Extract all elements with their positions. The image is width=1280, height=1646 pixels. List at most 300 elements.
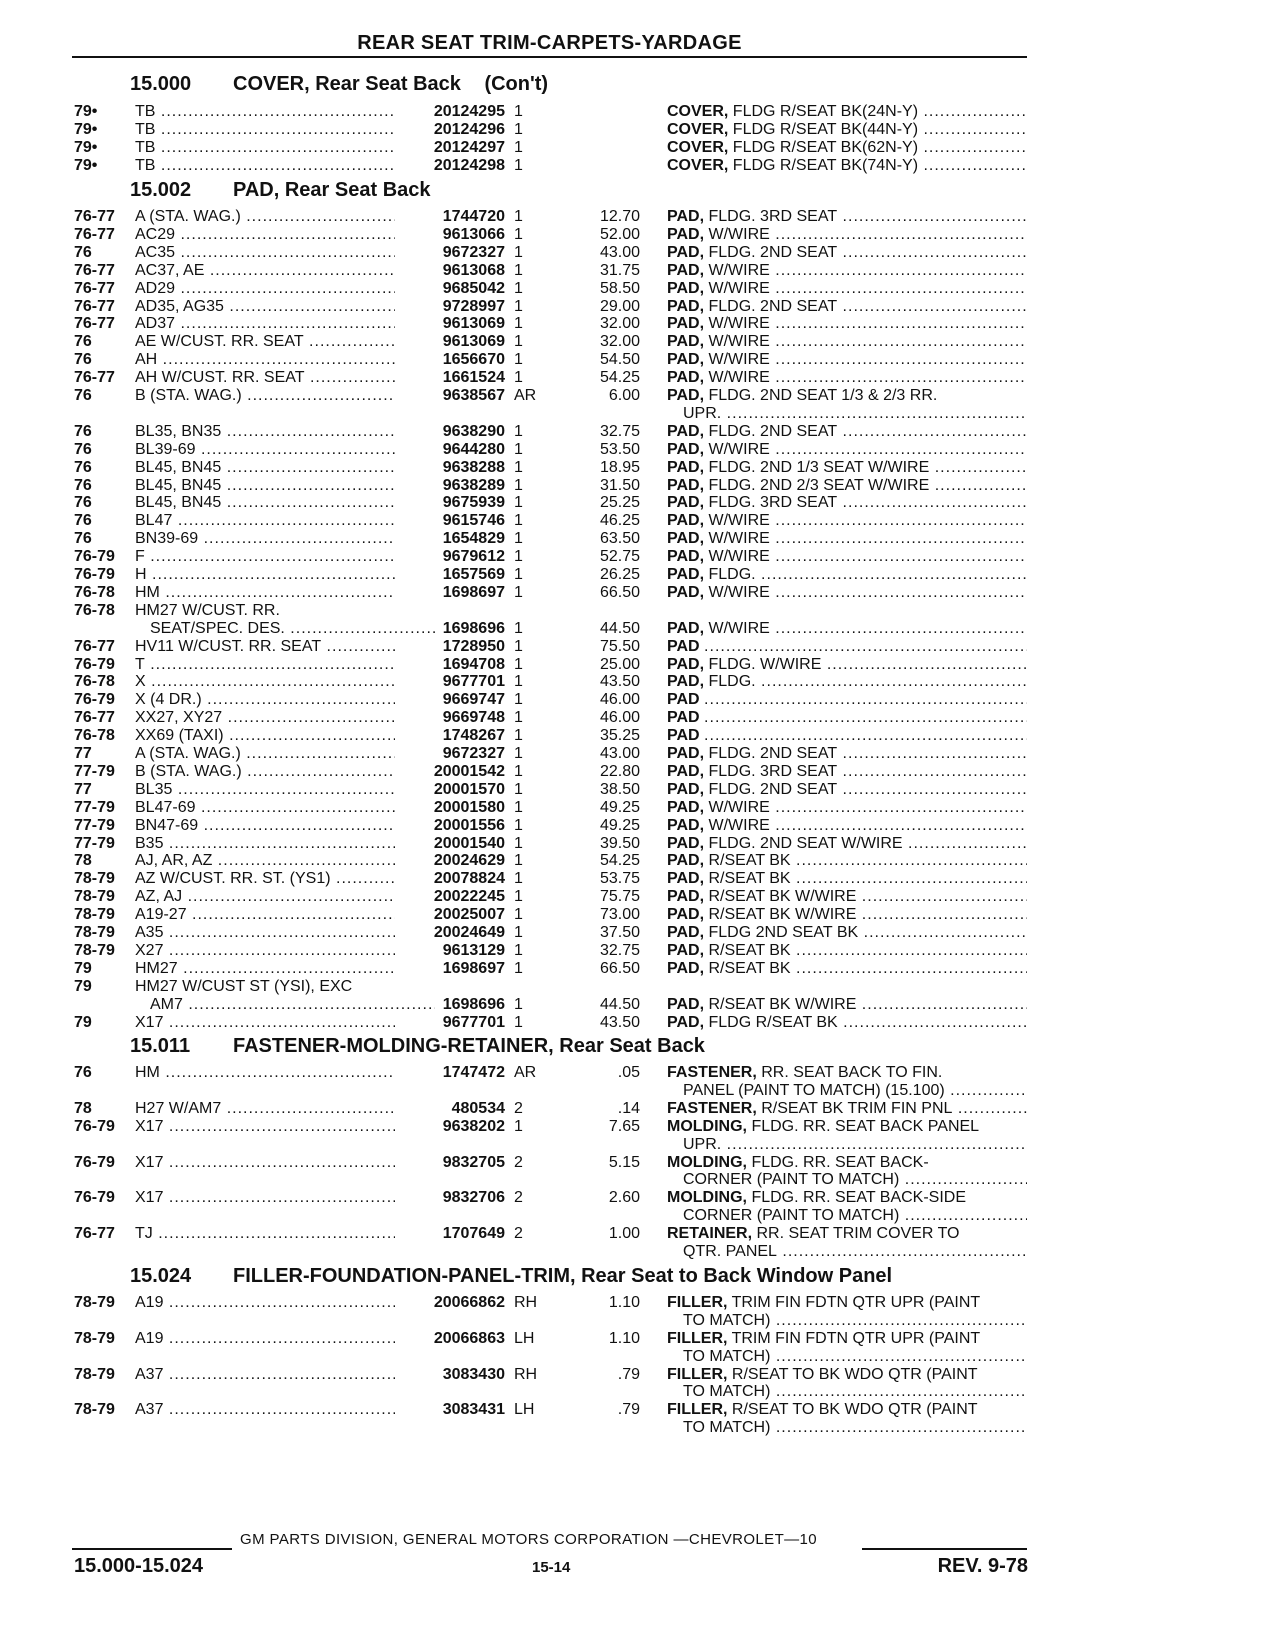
quantity: 1	[514, 351, 523, 369]
description-type: PAD,	[667, 924, 705, 941]
part-number: 1744720	[395, 207, 505, 226]
price: 1.10	[608, 1329, 640, 1347]
description-type: PAD,	[667, 476, 705, 494]
model-code: BL47 .....	[135, 511, 435, 530]
model-code: AD35, AG35 .....	[135, 297, 435, 316]
quantity: 1	[514, 440, 523, 458]
description-type: PAD,	[667, 279, 705, 297]
part-number: 9672327	[395, 243, 505, 262]
part-number: 9615746	[395, 511, 505, 530]
description-type: FILLER,	[667, 1401, 728, 1419]
price: 37.50	[599, 924, 640, 941]
model-year: 76-77	[74, 1225, 115, 1243]
quantity: LH	[514, 1329, 535, 1347]
model-code: TB .....	[135, 102, 435, 121]
description	[667, 565, 1027, 584]
price: 6.00	[608, 387, 640, 404]
table-row	[0, 102, 1280, 121]
description-type: PAD,	[667, 745, 705, 762]
model-year: 77-79	[74, 762, 115, 780]
model-code: BL39-69 .....	[135, 440, 435, 459]
footer-page-number: 15-14	[532, 1559, 571, 1576]
quantity: 2	[514, 1225, 523, 1243]
price: .79	[617, 1401, 640, 1419]
description-text: R/SEAT BK W/WIRE	[704, 906, 857, 924]
model-year: 76	[74, 530, 92, 548]
quantity: 1	[514, 798, 523, 816]
section-suffix: (Con't)	[478, 73, 549, 95]
part-number: 20001540	[395, 834, 505, 853]
model-year: 77-79	[74, 816, 115, 834]
part-number: 1657569	[395, 565, 505, 584]
description	[667, 637, 1027, 656]
price: 49.25	[599, 798, 640, 816]
price: 46.25	[599, 512, 640, 530]
model-code: AE W/CUST. RR. SEAT .....	[135, 332, 435, 351]
model-year: 78-79	[74, 941, 115, 959]
section-title: FILLER-FOUNDATION-PANEL-TRIM, Rear Seat to Back Window Panel	[233, 1265, 893, 1287]
table-row	[0, 279, 1280, 298]
header-rule	[72, 56, 1027, 58]
price: 32.00	[599, 315, 640, 333]
description-text	[700, 709, 704, 726]
price: 5.15	[608, 1153, 640, 1171]
description-type: PAD,	[667, 816, 705, 834]
model-code-continued: AM7 .....	[150, 995, 435, 1014]
description-text: R/SEAT TO BK WDO QTR (PAINT	[727, 1401, 978, 1419]
price: 46.00	[599, 691, 640, 709]
model-code: X (4 DR.) .....	[135, 690, 435, 709]
table-row	[0, 601, 1280, 637]
description-text: W/WIRE	[704, 351, 770, 369]
model-code: A19 .....	[135, 1293, 435, 1312]
table-row	[0, 816, 1280, 835]
model-code: AJ, AR, AZ .....	[135, 851, 435, 870]
description	[667, 314, 1027, 333]
description	[667, 851, 1027, 870]
description	[667, 1400, 1027, 1419]
quantity: 1	[514, 780, 523, 798]
description	[667, 368, 1027, 387]
model-code: A19-27 .....	[135, 905, 435, 924]
table-row	[0, 565, 1280, 584]
table-row	[0, 225, 1280, 244]
model-year: 76-77	[74, 225, 115, 243]
description	[667, 798, 1027, 817]
price: 46.00	[599, 709, 640, 727]
part-number: 1707649	[395, 1224, 505, 1243]
model-code: HM .....	[135, 1063, 435, 1082]
part-number: 9832706	[395, 1188, 505, 1207]
description-text: R/SEAT BK	[704, 852, 791, 870]
table-row	[0, 655, 1280, 674]
part-number: 20124296	[395, 120, 505, 139]
part-number: 9613129	[395, 941, 505, 960]
part-number: 480534	[395, 1099, 505, 1118]
description	[667, 672, 1027, 691]
table-row	[0, 138, 1280, 157]
model-year: 76-77	[74, 709, 115, 727]
description-type: COVER,	[667, 156, 729, 174]
table-row	[0, 261, 1280, 280]
description-type: PAD,	[667, 619, 705, 637]
table-row	[0, 476, 1280, 495]
part-number: 9613068	[395, 261, 505, 280]
description	[667, 529, 1027, 548]
table-row	[0, 1224, 1280, 1260]
footer-rule-left	[72, 1548, 232, 1550]
description-text: FLDG. 2ND SEAT	[704, 243, 838, 261]
price: 22.80	[599, 762, 640, 780]
part-number: 20024629	[395, 851, 505, 870]
part-number: 1728950	[395, 637, 505, 656]
description-text: W/WIRE	[704, 369, 770, 387]
model-code: AD37 .....	[135, 314, 435, 333]
model-year: 76-77	[74, 315, 115, 333]
description-continued: TO MATCH) .....	[683, 1382, 1027, 1401]
model-code: BL35 .....	[135, 780, 435, 799]
model-year: 76	[74, 512, 92, 530]
description	[667, 458, 1027, 477]
section-title: COVER, Rear Seat Back	[233, 73, 461, 95]
description-type: PAD,	[667, 959, 705, 977]
description-text: W/WIRE	[704, 798, 770, 816]
quantity: AR	[514, 387, 537, 404]
price: 53.75	[599, 870, 640, 888]
description-text: TRIM FIN FDTN QTR UPR (PAINT	[727, 1294, 981, 1311]
quantity: RH	[514, 1294, 538, 1311]
description	[667, 225, 1027, 244]
model-year: 76	[74, 387, 92, 404]
model-year: 79•	[74, 103, 98, 120]
description-continued: TO MATCH) .....	[683, 1311, 1027, 1330]
part-number: 9677701	[395, 672, 505, 691]
description	[667, 834, 1027, 853]
quantity: 1	[514, 1117, 523, 1135]
model-code: X17 .....	[135, 1188, 435, 1207]
price: 32.00	[599, 333, 640, 351]
table-row	[0, 726, 1280, 745]
model-year: 76-79	[74, 691, 115, 709]
model-code: H27 W/AM7 .....	[135, 1099, 435, 1118]
description	[667, 941, 1027, 960]
part-number: 9685042	[395, 279, 505, 298]
table-row	[0, 120, 1280, 139]
description-type: PAD	[667, 691, 700, 709]
quantity: 1	[514, 156, 523, 174]
table-row	[0, 511, 1280, 530]
model-code: BL45, BN45 .....	[135, 476, 435, 495]
price: 38.50	[599, 780, 640, 798]
description	[667, 690, 1027, 709]
part-number: 9638288	[395, 458, 505, 477]
quantity: 1	[514, 691, 523, 709]
description-type: PAD,	[667, 315, 705, 333]
table-row	[0, 440, 1280, 459]
quantity: 2	[514, 1099, 523, 1117]
model-year: 76	[74, 422, 92, 440]
quantity: 1	[514, 494, 523, 512]
model-code: X17 .....	[135, 1013, 435, 1032]
description	[667, 780, 1027, 799]
description-type: PAD,	[667, 243, 705, 261]
description-text: R/SEAT BK	[704, 941, 791, 959]
quantity: 1	[514, 120, 523, 138]
model-year: 78-79	[74, 1401, 115, 1419]
part-number: 20001570	[395, 780, 505, 799]
model-code: AD29 .....	[135, 279, 435, 298]
model-code: HV11 W/CUST. RR. SEAT .....	[135, 637, 435, 656]
price: 32.75	[599, 941, 640, 959]
model-code: HM27 W/CUST. RR.	[135, 601, 280, 619]
description	[667, 762, 1027, 781]
footer-division: GM PARTS DIVISION, GENERAL MOTORS CORPORATION —CHEVROLET—10	[240, 1531, 818, 1548]
model-year: 79•	[74, 138, 98, 156]
quantity: AR	[514, 1064, 537, 1081]
quantity: 1	[514, 279, 523, 297]
price: 58.50	[599, 279, 640, 297]
part-number: 9638567	[395, 386, 505, 405]
section-number: 15.024	[130, 1265, 192, 1287]
table-row	[0, 637, 1280, 656]
quantity: 2	[514, 1153, 523, 1171]
description-text: FLDG. RR. SEAT BACK-	[747, 1153, 929, 1171]
quantity: 1	[514, 512, 523, 530]
model-year: 76	[74, 494, 92, 512]
description-text: FLDG R/SEAT BK(62N-Y)	[728, 138, 919, 156]
quantity: 1	[514, 888, 523, 906]
table-row	[0, 708, 1280, 727]
description-continued: UPR. .....	[683, 404, 1027, 423]
description-type: PAD,	[667, 297, 705, 315]
table-row	[0, 386, 1280, 422]
description-type: PAD,	[667, 512, 705, 530]
table-row	[0, 1329, 1280, 1365]
part-number: 1661524	[395, 368, 505, 387]
part-number: 20124297	[395, 138, 505, 157]
description-type: COVER,	[667, 120, 729, 138]
description-type: PAD,	[667, 494, 705, 512]
price: 39.50	[599, 834, 640, 852]
model-code: AH .....	[135, 350, 435, 369]
section-number: 15.011	[130, 1035, 191, 1057]
quantity: 1	[514, 655, 523, 673]
section-title: FASTENER-MOLDING-RETAINER, Rear Seat Back	[233, 1035, 705, 1057]
model-year: 79	[74, 959, 92, 977]
table-row	[0, 243, 1280, 262]
quantity: 1	[514, 243, 523, 261]
description-continued: PANEL (PAINT TO MATCH) (15.100) .....	[683, 1081, 1027, 1100]
part-number: 20078824	[395, 869, 505, 888]
part-number: 9728997	[395, 297, 505, 316]
description-type: PAD,	[667, 941, 705, 959]
quantity: 1	[514, 709, 523, 727]
price: 49.25	[599, 816, 640, 834]
model-code: XX69 (TAXI) .....	[135, 726, 435, 745]
description-type: PAD,	[667, 995, 705, 1013]
table-row	[0, 297, 1280, 316]
description	[667, 744, 1027, 763]
model-year: 78	[74, 852, 92, 870]
description	[667, 619, 1027, 638]
description-text: R/SEAT BK	[704, 959, 791, 977]
description-text: W/WIRE	[704, 261, 770, 279]
quantity: 1	[514, 727, 523, 745]
part-number: 1698696	[442, 995, 505, 1013]
part-number: 20025007	[395, 905, 505, 924]
description-text: W/WIRE	[704, 583, 770, 601]
table-row	[0, 1365, 1280, 1401]
model-code: X .....	[135, 672, 435, 691]
model-code: HM .....	[135, 583, 435, 602]
footer-range: 15.000-15.024	[74, 1555, 204, 1577]
description	[667, 332, 1027, 351]
table-row	[0, 959, 1280, 978]
part-number: 9675939	[395, 493, 505, 512]
price: 29.00	[599, 297, 640, 315]
description-text: RR. SEAT BACK TO FIN.	[756, 1064, 943, 1081]
part-number: 9638202	[395, 1117, 505, 1136]
description	[667, 422, 1027, 441]
description-text: FLDG. 2ND SEAT	[704, 745, 838, 762]
description-text: FLDG 2ND SEAT BK	[704, 924, 859, 941]
part-number: 1748267	[395, 726, 505, 745]
price: 18.95	[599, 458, 640, 476]
description	[667, 547, 1027, 566]
section-title: PAD, Rear Seat Back	[233, 179, 431, 201]
description-type: PAD,	[667, 780, 705, 798]
quantity: RH	[514, 1365, 538, 1383]
description	[667, 102, 1027, 121]
table-row	[0, 744, 1280, 763]
model-year: 76	[74, 333, 92, 351]
description	[667, 1329, 1027, 1348]
model-code: AC37, AE .....	[135, 261, 435, 280]
price: 26.25	[599, 566, 640, 583]
section-number: 15.002	[130, 179, 192, 201]
description-text: FLDG. RR. SEAT BACK-SIDE	[747, 1189, 967, 1207]
description-type: PAD,	[667, 888, 705, 906]
model-year: 76	[74, 458, 92, 476]
description	[667, 887, 1027, 906]
section-heading	[130, 72, 548, 96]
quantity: 1	[514, 225, 523, 243]
quantity: 1	[514, 995, 523, 1013]
model-code: BL35, BN35 .....	[135, 422, 435, 441]
description-text: FLDG. RR. SEAT BACK PANEL	[747, 1117, 980, 1135]
quantity: 2	[514, 1189, 523, 1207]
description-text: FLDG R/SEAT BK	[704, 1013, 838, 1031]
description-text: R/SEAT BK	[704, 870, 791, 888]
table-row	[0, 583, 1280, 602]
table-row	[0, 887, 1280, 906]
model-code: AZ, AJ .....	[135, 887, 435, 906]
description-type: PAD,	[667, 387, 705, 404]
price: 66.50	[599, 959, 640, 977]
model-year: 79	[74, 977, 92, 995]
model-code: B35 .....	[135, 834, 435, 853]
part-number: 20124298	[395, 156, 505, 175]
quantity: 1	[514, 208, 523, 225]
part-number: 20024649	[395, 923, 505, 942]
model-year: 76	[74, 1064, 92, 1081]
quantity: 1	[514, 852, 523, 870]
description-type: FILLER,	[667, 1294, 728, 1311]
model-code: X27 .....	[135, 941, 435, 960]
description-text	[700, 691, 704, 708]
table-row	[0, 1117, 1280, 1153]
description-type: COVER,	[667, 103, 729, 120]
quantity: 1	[514, 959, 523, 977]
model-code: BL45, BN45 .....	[135, 458, 435, 477]
table-row	[0, 690, 1280, 709]
description-text: FLDG.	[704, 673, 756, 691]
part-number: 9613069	[395, 332, 505, 351]
model-code: A37 .....	[135, 1400, 435, 1419]
description-text: W/WIRE	[704, 548, 770, 566]
table-row	[0, 672, 1280, 691]
table-row	[0, 798, 1280, 817]
model-code: HM27 .....	[135, 959, 435, 978]
quantity: 1	[514, 297, 523, 315]
description-text: FLDG.	[704, 566, 756, 583]
table-row	[0, 458, 1280, 477]
section-heading	[130, 178, 431, 202]
quantity: 1	[514, 924, 523, 941]
description-type: PAD,	[667, 583, 705, 601]
quantity: 1	[514, 637, 523, 655]
part-number: 20066862	[395, 1293, 505, 1312]
part-number: 20001542	[395, 762, 505, 781]
part-number: 20066863	[395, 1329, 505, 1348]
description	[667, 959, 1027, 978]
description-text: FLDG. 2ND SEAT 1/3 & 2/3 RR.	[704, 387, 938, 404]
part-number: 20001556	[395, 816, 505, 835]
description-type: PAD,	[667, 566, 705, 583]
part-number: 9613069	[395, 314, 505, 333]
model-code: A35 .....	[135, 923, 435, 942]
description-text: R/SEAT BK TRIM FIN PNL	[756, 1099, 953, 1117]
table-row	[0, 851, 1280, 870]
description-continued: QTR. PANEL .....	[683, 1242, 1027, 1261]
part-number: 3083431	[395, 1400, 505, 1419]
description-text: FLDG R/SEAT BK(44N-Y)	[728, 120, 919, 138]
price: .05	[617, 1064, 640, 1081]
part-number: 1694708	[395, 655, 505, 674]
description-continued: CORNER (PAINT TO MATCH) .....	[683, 1170, 1027, 1189]
price: 54.25	[599, 369, 640, 387]
table-row	[0, 1400, 1280, 1437]
quantity: 1	[514, 476, 523, 494]
description-text: FLDG. 2ND 1/3 SEAT W/WIRE	[704, 458, 930, 476]
model-year: 76	[74, 440, 92, 458]
model-code: XX27, XY27 .....	[135, 708, 435, 727]
quantity: 1	[514, 1013, 523, 1031]
description	[667, 1117, 1027, 1136]
part-number: 9672327	[395, 744, 505, 763]
model-year: 79•	[74, 120, 98, 138]
model-code: A (STA. WAG.) .....	[135, 744, 435, 763]
description	[667, 583, 1027, 602]
price: 52.75	[599, 548, 640, 566]
price: 63.50	[599, 530, 640, 548]
part-number: 20124295	[395, 102, 505, 121]
model-year: 76-79	[74, 1153, 115, 1171]
description-text: FLDG R/SEAT BK(24N-Y)	[728, 103, 919, 120]
description-text: FLDG. 3RD SEAT	[704, 208, 838, 225]
table-row	[0, 1013, 1280, 1032]
description	[667, 386, 1027, 405]
